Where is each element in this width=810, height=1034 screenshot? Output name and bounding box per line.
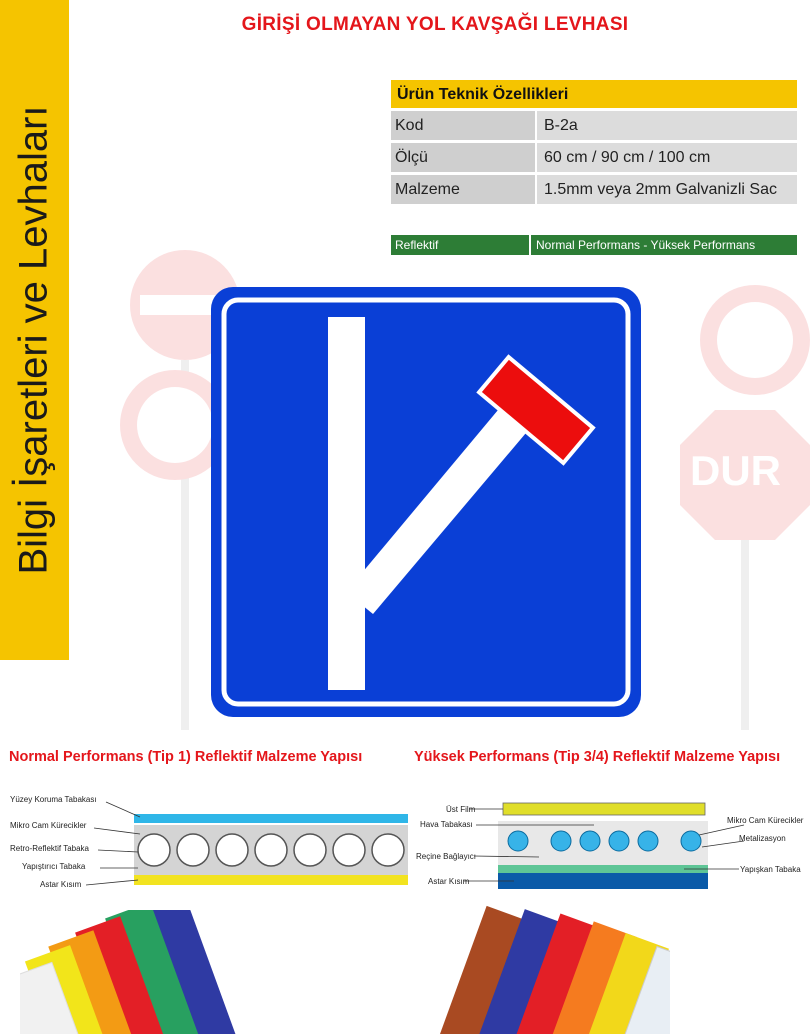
- spec-key: Malzeme: [391, 175, 537, 204]
- high-material-samples: [430, 905, 670, 1034]
- spec-key: Ölçü: [391, 143, 537, 172]
- main-traffic-sign: [211, 287, 641, 717]
- reflective-row: [391, 235, 797, 255]
- spec-value: 1.5mm veya 2mm Galvanizli Sac: [544, 181, 777, 198]
- normal-material-samples: [20, 910, 250, 1034]
- layer-label: Üst Film: [446, 805, 476, 814]
- layer-label: Astar Kısım: [40, 880, 82, 889]
- spec-row: [391, 143, 797, 172]
- spec-row: [391, 111, 797, 140]
- reflective-value: Normal Performans - Yüksek Performans: [531, 235, 797, 255]
- page-title: GİRİŞİ OLMAYAN YOL KAVŞAĞI LEVHASI: [241, 14, 629, 35]
- layer-label: Hava Tabakası: [420, 820, 473, 829]
- dur-sign-text: DUR: [690, 447, 781, 494]
- layer-label: Yüzey Koruma Tabakası: [10, 795, 97, 804]
- spec-value: B-2a: [544, 117, 578, 134]
- layer-label: Yapıştırıcı Tabaka: [22, 862, 86, 871]
- spec-heading: Ürün Teknik Özellikleri: [391, 80, 797, 108]
- layer-label: Metalizasyon: [739, 834, 786, 843]
- layer-label: Mikro Cam Kürecikler: [727, 816, 804, 825]
- spec-row: [391, 175, 797, 204]
- reflective-key: Reflektif: [391, 235, 531, 255]
- layer-label: Retro-Reflektif Tabaka: [10, 844, 89, 853]
- layer-label: Astar Kısım: [428, 877, 470, 886]
- main-road-shape: [328, 317, 365, 690]
- spec-key: Kod: [391, 111, 537, 140]
- sidebar-banner: [0, 0, 69, 660]
- spec-value: 60 cm / 90 cm / 100 cm: [544, 149, 711, 166]
- layer-label: Mikro Cam Kürecikler: [10, 821, 87, 830]
- normal-performance-title: Normal Performans (Tip 1) Reflektif Malzeme Yapısı: [9, 749, 363, 765]
- high-performance-title: Yüksek Performans (Tip 3/4) Reflektif Malzeme Yapısı: [414, 749, 781, 765]
- sidebar-title: Bilgi İşaretleri ve Levhaları: [11, 105, 56, 575]
- layer-label: Reçine Bağlayıcı: [416, 852, 477, 861]
- spec-table: [391, 80, 797, 204]
- layer-label: Yapışkan Tabaka: [740, 865, 801, 874]
